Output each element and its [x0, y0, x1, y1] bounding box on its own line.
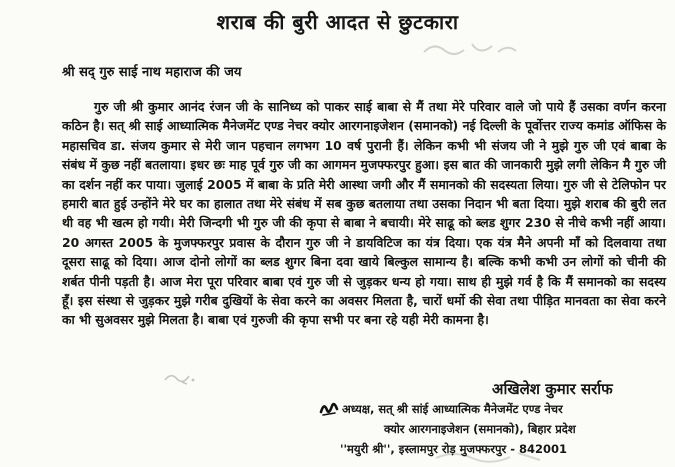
smudge-mark	[162, 368, 198, 388]
body-paragraph: गुरु जी श्री कुमार आनंद रंजन जी के सानिध्य को पाकर साई बाबा से मैं तथा मेरे परिवार वाले जो पाये हैं उसका वर्णन करना कठिन है। सत् श्री साई आध्यात्मिक मैनेजमेंट एण्ड नेचर क्योर आरगनाइजेशन (समानको) नई दिल्ली के पूर्वोत्तर राज्य कमांड ऑफिस के महासचिव डा. संजय कुमार से मेरी जान पहचान लगभग 10 वर्ष पुरानी हैं। लेकिन कभी भी संजय जी ने मुझे गुरु जी एवं बाबा के संबंध में कुछ नहीं बतलाया। इधर छः माह पूर्व गुरु जी का आगमन मुजफ्फरपुर हुआ। इस बात की जानकारी मुझे लगी लेकिन मै गुरु जी का दर्शन नहीं कर पाया। जुलाई 2005 में बाबा के प्रति मेरी आस्था जगी और मैं समानको की सदस्यता लिया। गुरु जी से टेलिफोन पर हमारी बात हुई उन्होंने मेरे घर का हालात तथा मेरे संबंध में सब कुछ बतलाया तथा उसका निदान भी बता दिया। मुझे शराब की बुरी लत थी वह भी खत्म हो गयी। मेरी जिन्दगी भी गुरु जी की कृपा से बाबा ने बचायी। मेरे साढू को ब्लड शुगर 230 से नीचे कभी नहीं आया। 20 अगस्त 2005 के मुजफ्फरपुर प्रवास के दौरान गुरु जी ने डायविटिज का यंत्र दिया। एक यंत्र मैने अपनी माँ को दिलवाया तथा दूसरा साढू को दिया। आज दोनो लोगों का ब्लड शुगर बिना दवा खाये बिल्कुल सामान्य है। बल्कि कभी कभी उन लोगों को चीनी की शर्बत पीनी पड़ती है। आज मेरा पूरा परिवार बाबा एवं गुरु जी से जुड़कर धन्य हो गया। साथ ही मुझे गर्व है कि मैं समानको का सदस्य हूँ। इस संस्था से जुड़कर मुझे गरीब दुखियों के सेवा करने का अवसर मिलता है, चारों धर्मो की सेवा तथा पीड़ित मानवता का सेवा करने का भी सुअवसर मुझे मिलता है। बाबा एवं गुरुजी की कृपा सभी पर बना रहे यही मेरी कामना है।	[62, 99, 666, 328]
signatory-designation: अध्यक्ष, सत् श्री सांई आध्यात्मिक मैनेजमेंट एण्ड नेचर	[342, 402, 563, 416]
salutation-line: श्री सद् गुरु साई नाथ महाराज की जय	[62, 65, 242, 80]
signatory-address: ''मयुरी श्री'', इस्लामपुर रोड़ मुजफ्फरपुर - 842001	[340, 442, 568, 456]
testimonial-body	[62, 97, 666, 330]
signatory-name: अखिलेश कुमार सर्राफ	[492, 380, 613, 398]
handwritten-signature	[319, 401, 339, 417]
signatory-organization: क्योर आरगनाइजेशन (समानको), बिहार प्रदेश	[384, 422, 576, 436]
bleed-through-mark	[420, 36, 520, 62]
document-title: शराब की बुरी आदत से छुटकारा	[216, 10, 459, 34]
